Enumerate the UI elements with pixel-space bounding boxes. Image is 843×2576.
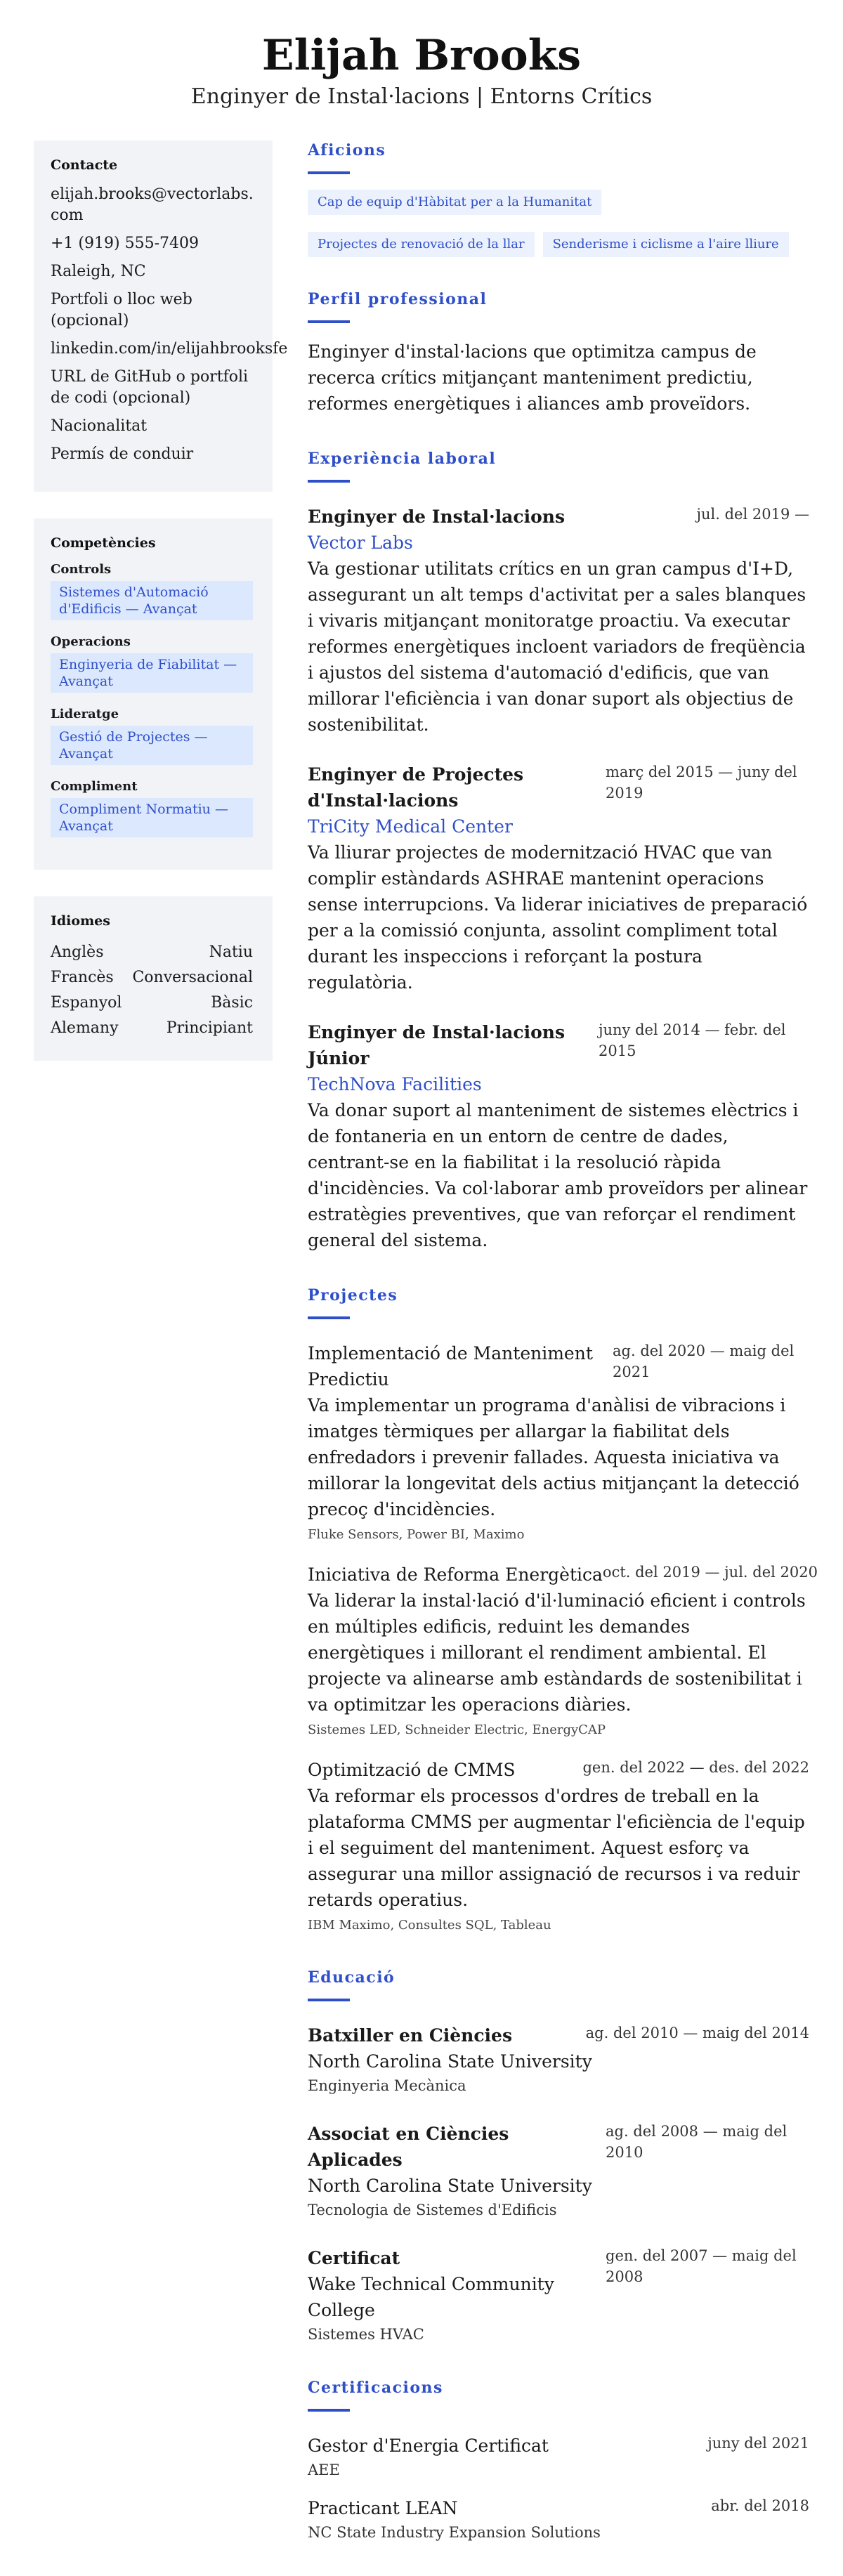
language-name: Alemany [51, 1019, 119, 1037]
skill-group-name: Compliment [51, 779, 138, 794]
contact-card [34, 140, 288, 492]
section-divider [308, 171, 350, 174]
field-of-study: Sistemes HVAC [308, 2326, 424, 2343]
language-level: Natiu [209, 943, 253, 961]
profile-summary: Enginyer d'instal·lacions que optimitza campus de recerca crítics mitjançant manteniment predictiu, reformes energètiques i aliances amb proveïdors. [308, 341, 757, 414]
education-entry [308, 2121, 809, 2221]
section-divider [308, 2409, 350, 2412]
language-level: Bàsic [211, 994, 253, 1012]
resume-layout [0, 140, 843, 2576]
section-title: Perfil professional [308, 290, 488, 308]
job-dates: març del 2015 — juny del 2019 [606, 764, 797, 802]
education-dates: gen. del 2007 — maig del 2008 [606, 2247, 797, 2285]
section-title: Educació [308, 1968, 396, 1987]
contact-phone[interactable]: +1 (919) 555-7409 [51, 235, 199, 252]
section-divider [308, 480, 350, 483]
certification-name: Gestor d'Energia Certificat [308, 2436, 549, 2456]
job-title: Enginyer de Projectes d'Instal·lacions [308, 764, 524, 811]
project-entry [308, 1562, 818, 1740]
section-title: Aficions [308, 141, 386, 159]
sidebar [34, 140, 288, 2576]
profile-section [308, 289, 809, 417]
contact-portfolio[interactable]: Portfoli o lloc web (opcional) [51, 291, 192, 329]
language-row [51, 940, 253, 965]
experience-section [308, 449, 809, 1253]
project-tech: IBM Maximo, Consultes SQL, Tableau [308, 1918, 551, 1933]
contact-title: Contacte [51, 157, 118, 173]
experience-entry [308, 761, 809, 995]
job-description: Va lliurar projectes de modernització HVAC que van complir estàndards ASHRAE mantenint operacions sense interrupcions. Va liderar iniciatives de preparació per a la comissió conjunta, assolint compliment total durant les inspeccions i reforçant la postura regulatòria. [308, 842, 808, 993]
skill-group-name: Lideratge [51, 707, 119, 721]
skill-group-name: Controls [51, 562, 112, 577]
language-row [51, 1016, 253, 1041]
candidate-name: Elijah Brooks [261, 31, 582, 80]
certifications-section [308, 2378, 809, 2544]
education-section [308, 1968, 809, 2346]
school-name: North Carolina State University [308, 2176, 592, 2196]
hobby-chip: Cap de equip d'Hàbitat per a la Humanitat [308, 190, 601, 215]
field-of-study: Tecnologia de Sistemes d'Edificis [308, 2202, 557, 2218]
hobby-chip: Senderisme i ciclisme a l'aire lliure [543, 232, 789, 257]
project-description: Va reformar els processos d'ordres de treball en la plataforma CMMS per augmentar l'eficiència de l'equip i el seguiment del manteniment. Aquest esforç va assegurar una millor assignació de recursos i va reduir retards operatius. [308, 1786, 805, 1910]
candidate-subtitle: Enginyer de Instal·lacions | Entorns Crítics [190, 84, 653, 109]
skill-tag: Enginyeria de Fiabilitat — Avançat [51, 653, 253, 693]
main-content [308, 140, 818, 2576]
contact-email[interactable]: elijah.brooks@vectorlabs.com [51, 185, 254, 224]
company-name: TriCity Medical Center [308, 816, 513, 837]
school-name: North Carolina State University [308, 2051, 592, 2072]
hobby-chip: Projectes de renovació de la llar [308, 232, 535, 257]
job-dates: jul. del 2019 — [696, 506, 809, 523]
project-description: Va implementar un programa d'anàlisi de vibracions i imatges tèrmiques per allargar la fiabilitat dels enfredadors i prevenir fallades. Aquesta iniciativa va millorar la longevitat dels actius mitjançant la detecció precoç d'incidències. [308, 1395, 799, 1519]
contact-driving-license: Permís de conduir [51, 445, 194, 463]
education-dates: ag. del 2010 — maig del 2014 [585, 2025, 809, 2041]
language-name: Espanyol [51, 994, 122, 1012]
school-name: Wake Technical Community College [308, 2274, 554, 2320]
section-divider [308, 1999, 350, 2001]
project-description: Va liderar la instal·lació d'il·luminació eficient i controls en múltiples edificis, reduint les demandes energètiques i millorant el rendiment ambiental. El projecte va alinearse amb estàndards de sostenibilitat i va optimitzar les operacions diàries. [308, 1590, 806, 1715]
job-dates: juny del 2014 — febr. del 2015 [599, 1021, 786, 1059]
language-level: Conversacional [132, 969, 253, 986]
section-title: Certificacions [308, 2379, 443, 2397]
skills-title: Competències [51, 535, 156, 551]
project-dates: ag. del 2020 — maig del 2021 [613, 1342, 795, 1380]
certification-issuer: AEE [308, 2461, 340, 2478]
certification-name: Practicant LEAN [308, 2498, 458, 2518]
education-dates: ag. del 2008 — maig del 2010 [606, 2123, 788, 2161]
project-name: Iniciativa de Reforma Energètica [308, 1564, 603, 1585]
experience-entry [308, 504, 809, 738]
job-title: Enginyer de Instal·lacions [308, 506, 566, 527]
certification-issuer: NC State Industry Expansion Solutions [308, 2524, 601, 2541]
education-entry [308, 2022, 809, 2097]
section-title: Projectes [308, 1286, 398, 1305]
hobbies-section [308, 140, 809, 257]
job-title: Enginyer de Instal·lacions Júnior [308, 1022, 566, 1068]
contact-linkedin[interactable]: linkedin.com/in/elijahbrooksfe [51, 340, 288, 358]
projects-section [308, 1286, 818, 1935]
hobby-chips [308, 190, 809, 257]
contact-github[interactable]: URL de GitHub o portfoli de codi (opcional) [51, 368, 249, 407]
language-name: Anglès [51, 943, 104, 961]
skills-card [34, 518, 273, 870]
languages-card [34, 896, 273, 1061]
company-name: Vector Labs [308, 532, 413, 553]
certification-entry [308, 2433, 809, 2481]
project-entry [308, 1757, 809, 1935]
education-entry [308, 2245, 809, 2346]
certification-entry [308, 2495, 809, 2544]
language-level: Principiant [166, 1019, 253, 1037]
project-tech: Fluke Sensors, Power BI, Maximo [308, 1527, 525, 1542]
section-divider [308, 320, 350, 323]
company-name: TechNova Facilities [308, 1074, 482, 1094]
skill-tag: Compliment Normatiu — Avançat [51, 798, 253, 837]
skill-group-name: Operacions [51, 634, 131, 649]
skill-tag: Gestió de Projectes — Avançat [51, 726, 253, 765]
project-dates: oct. del 2019 — jul. del 2020 [602, 1564, 818, 1581]
field-of-study: Enginyeria Mecànica [308, 2077, 466, 2094]
skill-tag: Sistemes d'Automació d'Edificis — Avançat [51, 581, 253, 620]
project-name: Implementació de Manteniment Predictiu [308, 1343, 593, 1390]
certification-date: abr. del 2018 [711, 2497, 809, 2514]
degree-title: Certificat [308, 2248, 400, 2268]
language-row [51, 965, 253, 990]
project-dates: gen. del 2022 — des. del 2022 [582, 1759, 809, 1776]
project-name: Optimització de CMMS [308, 1760, 516, 1780]
section-title: Experiència laboral [308, 450, 497, 468]
resume-header [0, 0, 843, 140]
language-row [51, 990, 253, 1016]
project-entry [308, 1340, 809, 1545]
contact-location: Raleigh, NC [51, 263, 146, 280]
degree-title: Batxiller en Ciències [308, 2025, 513, 2046]
language-name: Francès [51, 969, 114, 986]
job-description: Va donar suport al manteniment de sistemes elèctrics i de fontaneria en un entorn de centre de dades, centrant-se en la fiabilitat i la resolució ràpida d'incidències. Va col·laborar amb proveïdors per alinear estratègies preventives, que van reforçar el rendiment general del sistema. [308, 1100, 808, 1250]
degree-title: Associat en Ciències Aplicades [308, 2124, 509, 2170]
certification-date: juny del 2021 [707, 2435, 809, 2452]
section-divider [308, 1316, 350, 1319]
contact-nationality: Nacionalitat [51, 417, 148, 435]
project-tech: Sistemes LED, Schneider Electric, EnergyCAP [308, 1722, 606, 1737]
job-description: Va gestionar utilitats crítics en un gran campus d'I+D, assegurant un alt temps d'activitat per a sales blanques i vivaris mitjançant monitoratge proactiu. Va executar reformes energètiques incloent variadors de freqüència i ajustos del sistema d'automació d'edificis, que van millorar l'eficiència i van donar suport als objectius de sostenibilitat. [308, 558, 806, 735]
languages-title: Idiomes [51, 913, 110, 929]
experience-entry [308, 1019, 809, 1253]
